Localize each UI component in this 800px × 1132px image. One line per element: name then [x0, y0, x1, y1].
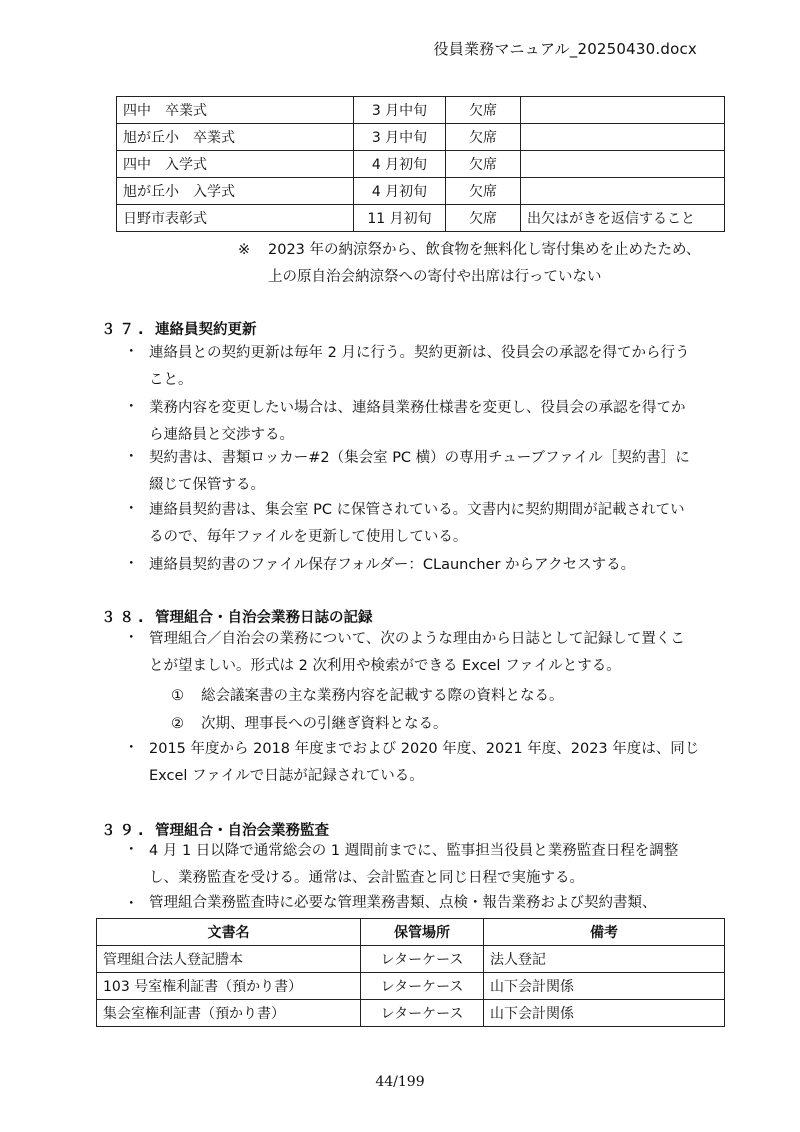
event-name: 四中 卒業式: [117, 97, 354, 124]
section-heading-39: [101, 819, 329, 840]
document-name: 103 号室権利証書（預かり書）: [97, 973, 361, 1000]
event-timing: 3 月中旬: [354, 97, 446, 124]
table-header-row: [97, 919, 725, 946]
event-attendance: 欠席: [446, 97, 521, 124]
list-item: [124, 892, 724, 914]
document-filename: 役員業務マニュアル_20250430.docx: [433, 40, 697, 58]
circled-number: ①: [171, 688, 184, 704]
events-table: [116, 96, 725, 232]
bullet-mark: ・: [124, 842, 139, 858]
bullet-mark: ・: [124, 399, 139, 415]
event-attendance: 欠席: [446, 205, 521, 232]
list-item-line: 連絡員との契約更新は毎年 2 月に行う。契約更新は、役員会の承認を得てから行う: [149, 345, 690, 361]
note-line-1: [238, 238, 700, 259]
table-row: [117, 205, 725, 232]
list-item-line: 連絡員契約書のファイル保存フォルダー：CLauncher からアクセスする。: [149, 557, 636, 573]
list-item: [124, 340, 724, 394]
numbered-item: [171, 684, 564, 705]
reference-mark: ※: [238, 242, 251, 258]
storage-location: レターケース: [361, 1000, 484, 1027]
table-row: [117, 178, 725, 205]
event-remark: [521, 178, 725, 205]
table-row: [97, 946, 725, 973]
section-number: ３８.: [101, 610, 148, 626]
bullet-mark: ・: [124, 740, 139, 756]
document-name: 管理組合法人登記謄本: [97, 946, 361, 973]
list-item-line: るので、毎年ファイルを更新して使用している。: [149, 529, 468, 545]
list-item-line: 連絡員契約書は、集会室 PC に保管されている。文書内に契約期間が記載されてい: [149, 502, 685, 518]
list-item-line: 4 月 1 日以降で通常総会の 1 週間前までに、監事担当役員と業務監査日程を調整: [149, 843, 679, 859]
note-line-2: 上の原自治会納涼祭への寄付や出席は行っていない: [268, 269, 602, 285]
section-title: 連絡員契約更新: [155, 322, 257, 338]
list-item: [124, 497, 724, 551]
storage-location: レターケース: [361, 973, 484, 1000]
numbered-item: [171, 712, 448, 733]
list-item-line: 管理組合業務監査時に必要な管理業務書類、点検・報告業務および契約書類、: [149, 895, 657, 911]
event-name: 旭が丘小 入学式: [117, 178, 354, 205]
list-item: [124, 445, 724, 499]
section-title: 管理組合・自治会業務日誌の記録: [155, 610, 373, 626]
list-item-line: とが望ましい。形式は 2 次利用や検索ができる Excel ファイルとする。: [149, 658, 621, 674]
section-number: ３９.: [101, 823, 148, 839]
list-item: [124, 838, 724, 892]
list-item: [124, 736, 724, 790]
document-name: 集会室権利証書（預かり書）: [97, 1000, 361, 1027]
section-number: ３７.: [101, 322, 148, 338]
event-remark: 出欠はがきを返信すること: [521, 205, 725, 232]
event-attendance: 欠席: [446, 151, 521, 178]
list-item-line: 管理組合／自治会の業務について、次のような理由から日誌として記録して置くこ: [149, 631, 685, 647]
bullet-mark: ・: [124, 630, 139, 646]
list-item-line: 業務内容を変更したい場合は、連絡員業務仕様書を変更し、役員会の承認を得てか: [149, 400, 686, 416]
event-remark: [521, 97, 725, 124]
event-timing: 4 月初旬: [354, 178, 446, 205]
table-row: [117, 151, 725, 178]
storage-location: レターケース: [361, 946, 484, 973]
numbered-item-text: 次期、理事長への引継ぎ資料となる。: [201, 716, 448, 732]
table-row: [97, 973, 725, 1000]
list-item-line: こと。: [149, 372, 193, 388]
remarks: 山下会計関係: [484, 1000, 725, 1027]
section-title: 管理組合・自治会業務監査: [155, 823, 329, 839]
table-row: [117, 97, 725, 124]
documents-table: [96, 918, 725, 1027]
remarks: 山下会計関係: [484, 973, 725, 1000]
event-name: 四中 入学式: [117, 151, 354, 178]
list-item-line: 綴じて保管する。: [149, 477, 265, 493]
bullet-mark: ・: [124, 449, 139, 465]
remarks: 法人登記: [484, 946, 725, 973]
column-header-storage-location: 保管場所: [361, 919, 484, 946]
list-item-line: Excel ファイルで日誌が記録されている。: [149, 768, 424, 784]
event-timing: 11 月初旬: [354, 205, 446, 232]
circled-number: ②: [171, 716, 184, 732]
list-item: [124, 552, 724, 579]
bullet-mark: ・: [124, 344, 139, 360]
event-attendance: 欠席: [446, 178, 521, 205]
column-header-document-name: 文書名: [97, 919, 361, 946]
event-attendance: 欠席: [446, 124, 521, 151]
list-item-line: 契約書は、書類ロッカー#2（集会室 PC 横）の専用チューブファイル［契約書］に: [149, 450, 690, 466]
list-item-line: 2015 年度から 2018 年度までおよび 2020 年度、2021 年度、2023 年度は、同じ: [149, 741, 700, 757]
event-timing: 4 月初旬: [354, 151, 446, 178]
list-item-line: し、業務監査を受ける。通常は、会計監査と同じ日程で実施する。: [149, 870, 584, 886]
table-row: [117, 124, 725, 151]
event-remark: [521, 124, 725, 151]
list-item-line: ら連絡員と交渉する。: [149, 427, 294, 443]
section-heading-37: [101, 318, 257, 339]
event-remark: [521, 151, 725, 178]
note-text: 2023 年の納涼祭から、飲食物を無料化し寄付集めを止めたため、: [268, 242, 701, 258]
bullet-mark: ・: [124, 501, 139, 517]
bullet-mark: ・: [124, 896, 139, 912]
list-item: [124, 395, 724, 449]
event-name: 旭が丘小 卒業式: [117, 124, 354, 151]
column-header-remarks: 備考: [484, 919, 725, 946]
event-name: 日野市表彰式: [117, 205, 354, 232]
section-heading-38: [101, 606, 373, 627]
bullet-mark: ・: [124, 556, 139, 572]
table-row: [97, 1000, 725, 1027]
event-timing: 3 月中旬: [354, 124, 446, 151]
numbered-item-text: 総会議案書の主な業務内容を記載する際の資料となる。: [201, 688, 564, 704]
page-number: 44/199: [375, 1074, 425, 1090]
list-item: [124, 626, 724, 680]
